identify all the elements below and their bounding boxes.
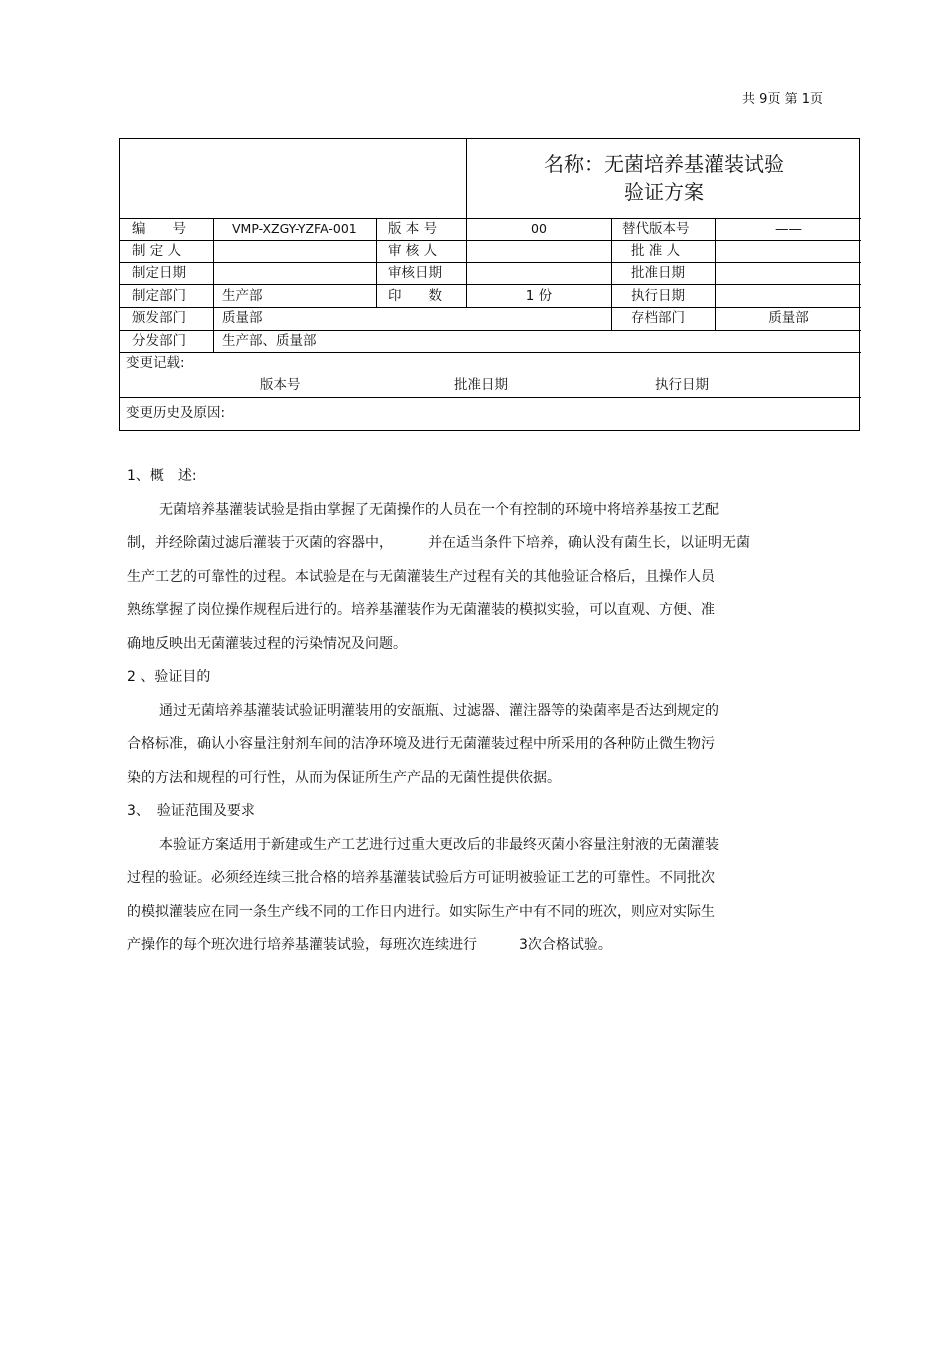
paragraph-line: 过程的验证。必须经连续三批合格的培养基灌装试验后方可证明被验证工艺的可靠性。不同批次 (127, 870, 715, 886)
paragraph-line: 无菌培养基灌装试验是指由掌握了无菌操作的人员在一个有控制的环境中将培养基按工艺配 (159, 501, 719, 518)
value-issuing-dept: 质量部 (222, 310, 263, 326)
label-author-date: 制定日期 (132, 265, 186, 281)
document-title (467, 150, 861, 206)
value-author-dept: 生产部 (222, 288, 263, 304)
change-col-effective-date: 执行日期 (655, 377, 709, 393)
paragraph-line: 的模拟灌装应在同一条生产线不同的工作日内进行。如实际生产中有不同的班次，则应对实际生 (127, 903, 715, 920)
paragraph-line: 确地反映出无菌灌装过程的污染情况及问题。 (127, 635, 407, 652)
paragraph-line: 染的方法和规程的可行性，从而为保证所生产产品的无菌性提供依据。 (127, 769, 561, 786)
label-reviewer: 审 核 人 (388, 243, 438, 259)
value-doc-number: VMP-XZGY-YZFA-001 (232, 221, 357, 236)
label-doc-number: 编 号 (132, 221, 186, 237)
paragraph-line: 生产工艺的可靠性的过程。本试验是在与无菌灌装生产过程有关的其他验证合格后，且操作人员 (127, 568, 715, 585)
label-replaced-version: 替代版本号 (622, 221, 690, 237)
value-distribution-dept: 生产部、质量部 (222, 333, 317, 349)
page-number: 共 9页 第 1页 (742, 92, 823, 107)
label-issuing-dept: 颁发部门 (132, 310, 186, 326)
label-approval-date: 批准日期 (631, 265, 685, 281)
change-col-approval-date: 批准日期 (454, 377, 508, 393)
paragraph-line: 制，并经除菌过滤后灌装于灭菌的容器中， 并在适当条件下培养，确认没有菌生长，以证明无菌 (127, 535, 750, 551)
value-copies: 1 份 (525, 288, 553, 304)
change-record-label: 变更记载: (126, 355, 185, 371)
label-approver: 批 准 人 (631, 243, 681, 259)
label-effective-date: 执行日期 (631, 288, 685, 304)
paragraph-line: 通过无菌培养基灌装试验证明灌装用的安瓿瓶、过滤器、灌注器等的染菌率是否达到规定的 (159, 702, 719, 719)
label-archive-dept: 存档部门 (631, 310, 685, 326)
value-replaced-version: —— (775, 221, 802, 237)
title-line-1: 名称：无菌培养基灌装试验 (544, 152, 784, 176)
value-version: 00 (531, 221, 547, 236)
paragraph-line: 本验证方案适用于新建或生产工艺进行过重大更改后的非最终灭菌小容量注射液的无菌灌装 (159, 836, 719, 853)
document-body (127, 460, 807, 963)
change-col-version: 版本号 (260, 377, 301, 393)
label-review-date: 审核日期 (388, 265, 442, 281)
title-line-2: 验证方案 (624, 180, 704, 204)
paragraph-line: 产操作的每个班次进行培养基灌装试验，每班次连续进行 3次合格试验。 (127, 937, 612, 953)
section-heading: 2 、验证目的 (127, 669, 211, 685)
document-header-table (119, 138, 860, 431)
change-history-label: 变更历史及原因: (126, 405, 226, 421)
label-copies: 印 数 (388, 288, 442, 304)
label-distribution-dept: 分发部门 (132, 333, 186, 349)
label-author: 制 定 人 (132, 243, 182, 259)
section-heading: 3、 验证范围及要求 (127, 803, 255, 819)
paragraph-line: 合格标准，确认小容量注射剂车间的洁净环境及进行无菌灌装过程中所采用的各种防止微生物污 (127, 736, 715, 752)
label-version: 版 本 号 (388, 221, 438, 237)
paragraph-line: 熟练掌握了岗位操作规程后进行的。培养基灌装作为无菌灌装的模拟实验，可以直观、方便、准 (127, 602, 715, 618)
value-archive-dept: 质量部 (768, 310, 809, 326)
label-author-dept: 制定部门 (132, 288, 186, 304)
section-heading: 1、概 述: (127, 468, 197, 484)
